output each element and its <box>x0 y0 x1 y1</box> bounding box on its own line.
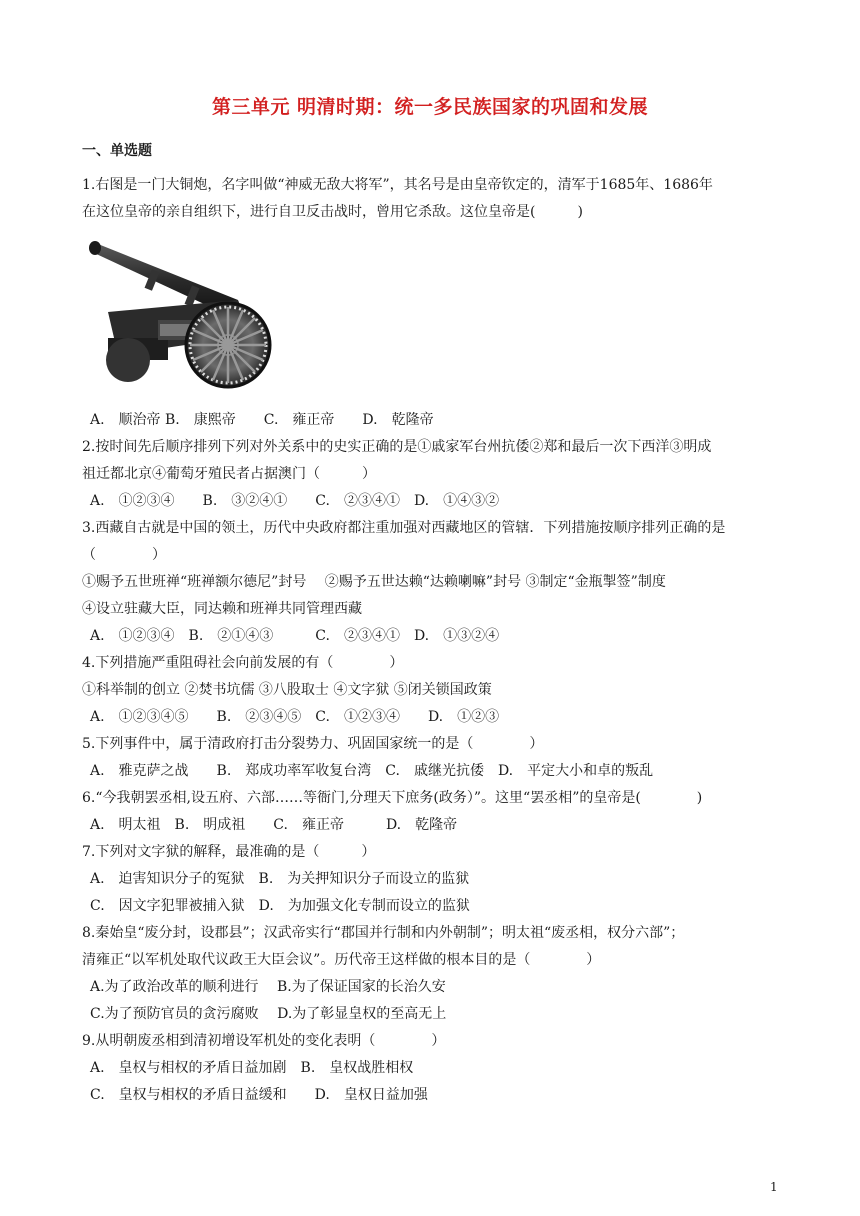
question-3-line-1: 3.西藏自古就是中国的领土，历代中央政府都注重加强对西藏地区的管辖．下列措施按顺序排列正确的是 <box>82 520 726 536</box>
cannon-image <box>88 240 273 390</box>
question-3-line-4: ④设立驻藏大臣，同达赖和班禅共同管理西藏 <box>82 601 362 617</box>
question-2-line-2: 祖迁都北京④葡萄牙殖民者占据澳门（ ） <box>82 466 376 482</box>
question-5-options: A. 雅克萨之战 B. 郑成功率军收复台湾 C. 戚继光抗倭 D. 平定大小和卓的叛乱 <box>90 763 654 779</box>
question-2-options: A. ①②③④ B. ③②④① C. ②③④① D. ①④③② <box>90 493 500 509</box>
question-7-options-cd: C. 因文字犯罪被捕入狱 D. 为加强文化专制而设立的监狱 <box>90 898 470 914</box>
question-2-line-1: 2.按时间先后顺序排列下列对外关系中的史实正确的是①戚家军台州抗倭②郑和最后一次下西洋③明成 <box>82 439 712 455</box>
question-8-options-ab: A.为了政治改革的顺利进行 B.为了保证国家的长治久安 <box>90 979 446 995</box>
question-4-line-1: 4.下列措施严重阻碍社会向前发展的有（ ） <box>82 655 404 671</box>
question-3-options: A. ①②③④ B. ②①④③ C. ②③④① D. ①③②④ <box>90 628 500 644</box>
question-1-options: A. 顺治帝 B. 康熙帝 C. 雍正帝 D. 乾隆帝 <box>90 412 434 428</box>
question-3-line-2: （ ） <box>82 547 166 563</box>
question-3-line-3: ①赐予五世班禅“班禅额尔德尼”封号 ②赐予五世达赖“达赖喇嘛”封号 ③制定“金瓶掣签”制度 <box>82 574 666 590</box>
question-9-options-cd: C. 皇权与相权的矛盾日益缓和 D. 皇权日益加强 <box>90 1087 428 1103</box>
question-6-line-1: 6.“今我朝罢丞相,设五府、六部……等衙门,分理天下庶务(政务）”。这里“罢丞相”的皇帝是( ) <box>82 790 703 806</box>
question-7-options-ab: A. 迫害知识分子的冤狱 B. 为关押知识分子而设立的监狱 <box>90 871 470 887</box>
question-8-line-1: 8.秦始皇“废分封，设郡县”；汉武帝实行“郡国并行制和内外朝制”；明太祖“废丞相，权分六部”； <box>82 925 685 941</box>
page-number: 1 <box>770 1180 778 1194</box>
question-1-line-2: 在这位皇帝的亲自组织下，进行自卫反击战时，曾用它杀敌。这位皇帝是( ) <box>82 204 583 220</box>
question-5-line-1: 5.下列事件中，属于清政府打击分裂势力、巩固国家统一的是（ ） <box>82 736 544 752</box>
question-9-line-1: 9.从明朝废丞相到清初增设军机处的变化表明（ ） <box>82 1033 446 1049</box>
question-6-options: A. 明太祖 B. 明成祖 C. 雍正帝 D. 乾隆帝 <box>90 817 458 833</box>
question-4-options: A. ①②③④⑤ B. ②③④⑤ C. ①②③④ D. ①②③ <box>90 709 500 725</box>
section-heading: 一、单选题 <box>82 143 152 159</box>
question-4-line-2: ①科举制的创立 ②焚书坑儒 ③八股取士 ④文字狱 ⑤闭关锁国政策 <box>82 682 492 698</box>
page-title: 第三单元 明清时期：统一多民族国家的巩固和发展 <box>211 96 649 118</box>
question-7-line-1: 7.下列对文字狱的解释，最准确的是（ ） <box>82 844 376 860</box>
question-8-line-2: 清雍正“以军机处取代议政王大臣会议”。历代帝王这样做的根本目的是（ ） <box>82 952 601 968</box>
question-1-line-1: 1.右图是一门大铜炮，名字叫做“神威无敌大将军”，其名号是由皇帝钦定的，清军于1685年、1686年 <box>82 177 713 193</box>
question-9-options-ab: A. 皇权与相权的矛盾日益加剧 B. 皇权战胜相权 <box>90 1060 414 1076</box>
question-8-options-cd: C.为了预防官员的贪污腐败 D.为了彰显皇权的至高无上 <box>90 1006 447 1022</box>
